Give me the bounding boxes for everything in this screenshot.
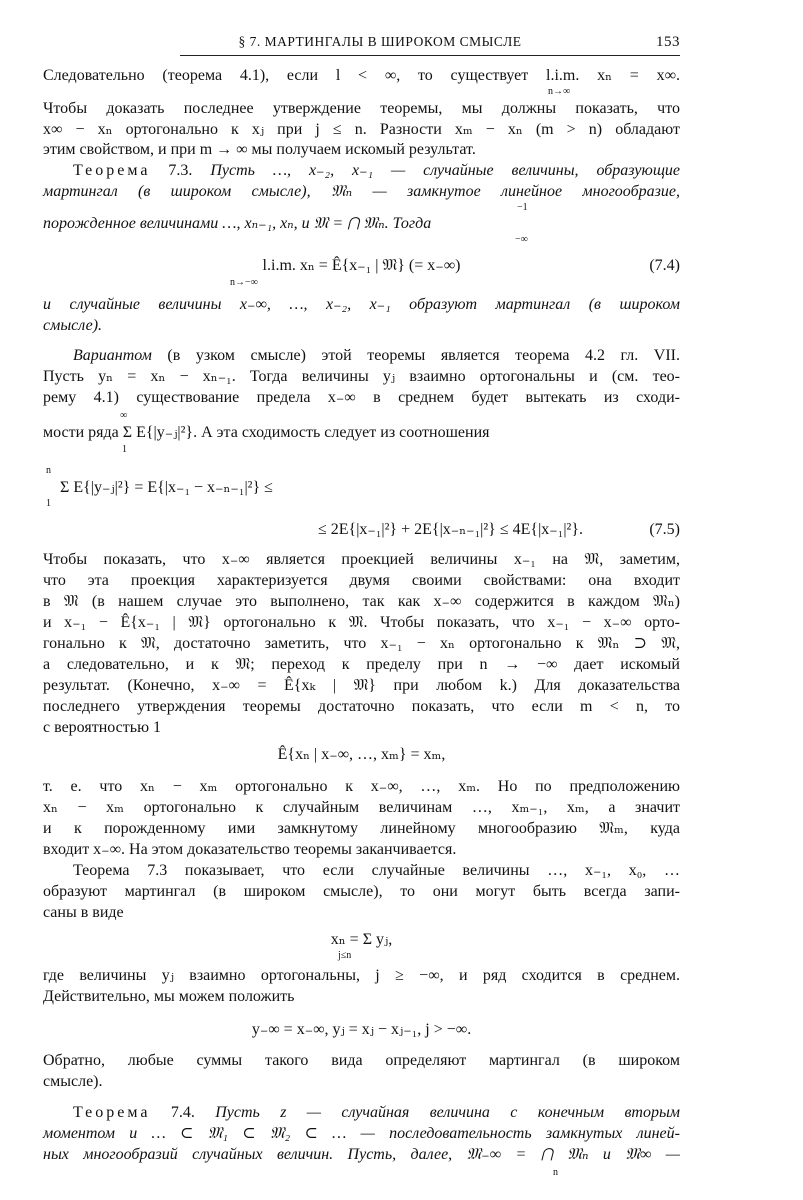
text-segment: и x₋₁ − Ê{x₋₁ | 𝔐} ортогонально к 𝔐. Чтобы показать, что x₋₁ − x₋∞ орто- [43, 614, 680, 631]
text-segment: что эта проекция характеризуется двумя своими свойствами: она входит [43, 572, 680, 589]
sum-upper-limit: n [46, 465, 51, 476]
text-segment: Σ E{|y₋ⱼ|²} = E{|x₋₁ − x₋ₙ₋₁|²} ≤ [60, 479, 273, 496]
text-line [43, 367, 680, 387]
text-segment: Следовательно (теорема 4.1), если l < ∞, то существует l.i.m. xₙ = x∞. [43, 67, 680, 84]
theorem-label: Теорема [73, 162, 151, 179]
text-segment: Ê{xₙ | x₋∞, …, xₘ} = xₘ, [277, 746, 446, 763]
text-line [43, 99, 680, 119]
text-line [43, 655, 680, 675]
text-line [43, 214, 680, 234]
text-line [43, 550, 680, 570]
text-line [43, 718, 680, 738]
text-line [43, 346, 680, 366]
text-segment: образуют мартингал (в широком смысле), то они могут быть всегда запи- [43, 883, 680, 900]
text-line [43, 930, 680, 950]
text-line [43, 882, 680, 902]
text-segment: и к порожденному ими замкнутому линейному многообразию 𝔐ₘ, куда [43, 820, 680, 837]
text-segment: xₙ = Σ yⱼ, [330, 931, 393, 948]
italic-text: моментом и … ⊂ 𝔐₁ ⊂ 𝔐₂ ⊂ … — последовательность замкнутых линей- [43, 1125, 680, 1142]
text-segment: 7.3. [150, 162, 211, 179]
text-line [43, 140, 680, 160]
text-line [43, 161, 680, 181]
text-line [43, 316, 680, 336]
text-line [43, 256, 680, 276]
text-line [43, 798, 680, 818]
text-segment: т. е. что xₙ − xₘ ортогонально к x₋∞, …, xₘ. Но по предположению [43, 778, 680, 795]
text-segment: l.i.m. xₙ = Ê{x₋₁ | 𝔐} (= x₋∞) [262, 257, 461, 274]
text-segment: ≤ 2E{|x₋₁|²} + 2E{|x₋ₙ₋₁|²} ≤ 4E{|x₋₁|²}. [317, 521, 583, 538]
text-line [43, 1145, 680, 1165]
text-line [43, 182, 680, 202]
text-line [43, 423, 680, 443]
text-segment: x∞ − xₙ ортогонально к xⱼ при j ≤ n. Разности xₘ − xₙ (m > n) обладают [43, 121, 680, 138]
italic-text: ных многообразий случайных величин. Пусть, далее, 𝔐₋∞ = ⋂ 𝔐ₙ и 𝔐∞ — [43, 1146, 680, 1163]
text-segment: Обратно, любые суммы такого вида определяют мартингал (в широком [43, 1052, 680, 1069]
text-line [43, 66, 680, 86]
italic-text: и случайные величины x₋∞, …, x₋₂, x₋₁ образуют мартингал (в широком [43, 296, 680, 313]
intersection-lower-limit: n [553, 1167, 558, 1178]
text-line [43, 819, 680, 839]
text-segment: рему 4.1) существование предела x₋∞ в среднем будет вытекать из сходи- [43, 389, 680, 406]
text-line [43, 861, 680, 881]
text-line [43, 1072, 680, 1092]
text-line [43, 966, 680, 986]
italic-text: порожденное величинами …, xₙ₋₁, xₙ, и 𝔐 = ⋂ 𝔐ₙ. Тогда [43, 215, 432, 232]
text-segment: где величины yⱼ взаимно ортогональны, j ≥ −∞, и ряд сходится в среднем. [43, 967, 680, 984]
text-segment: а следовательно, и к 𝔐; переход к пределу при n → −∞ дает искомый [43, 656, 680, 673]
text-segment: Действительно, мы можем положить [43, 988, 295, 1005]
text-line [43, 613, 680, 633]
text-line [43, 777, 680, 797]
text-line [43, 903, 680, 923]
italic-text: Пусть …, x₋₂, x₋₁ — случайные величины, образующие [210, 162, 680, 179]
text-segment: Чтобы доказать последнее утверждение теоремы, мы должны показать, что [43, 100, 680, 117]
sum-lower-limit: j≤n [338, 950, 352, 961]
text-segment: гонально к 𝔐, достаточно заметить, что x₋₁ − xₙ ортогонально к 𝔐ₙ ⊃ 𝔐, [43, 635, 680, 652]
italic-text: Пусть z — случайная величина с конечным вторым [215, 1104, 681, 1121]
italic-text: мартингал (в широком смысле), 𝔐ₙ — замкнутое линейное многообразие, [43, 183, 680, 200]
text-line [43, 634, 680, 654]
page-number: 153 [656, 34, 680, 50]
text-line [43, 295, 680, 315]
limit-subscript: n→∞ [548, 86, 571, 97]
header-rule [180, 55, 680, 56]
theorem-label: Теорема [73, 1104, 151, 1121]
text-segment: Чтобы показать, что x₋∞ является проекцией величины x₋₁ на 𝔐, заметим, [43, 551, 680, 568]
italic-text: смысле). [43, 317, 103, 334]
text-line [43, 1051, 680, 1071]
text-line [43, 120, 680, 140]
text-segment: мости ряда Σ E{|y₋ⱼ|²}. А эта сходимость следует из соотношения [43, 424, 490, 441]
sum-lower-limit: 1 [122, 444, 127, 455]
italic-text: Вариантом [73, 347, 152, 364]
text-line [43, 745, 680, 765]
equation-number-7-4: (7.4) [649, 257, 680, 274]
text-segment: входит x₋∞. На этом доказательство теоремы заканчивается. [43, 841, 457, 858]
intersection-lower-limit: −∞ [515, 234, 528, 245]
text-line [43, 1124, 680, 1144]
text-line [43, 1103, 680, 1123]
text-line [60, 478, 697, 498]
text-line [43, 987, 680, 1007]
text-segment: смысле). [43, 1073, 103, 1090]
text-line [43, 676, 680, 696]
text-line [43, 697, 680, 717]
equation-number-7-5: (7.5) [649, 521, 680, 538]
text-segment: Теорема 7.3 показывает, что если случайные величины …, x₋₁, x₀, … [73, 862, 680, 879]
running-header-title: § 7. МАРТИНГАЛЫ В ШИРОКОМ СМЫСЛЕ [238, 34, 522, 49]
text-line [43, 388, 680, 408]
text-segment: в 𝔐 (в нашем случае это выполнено, так как x₋∞ содержится в каждом 𝔐ₙ) [43, 593, 680, 610]
text-segment: результат. (Конечно, x₋∞ = Ê{xₖ | 𝔐} при любом k.) Для доказательства [43, 677, 680, 694]
text-segment: (в узком смысле) этой теоремы является теорема 4.2 гл. VII. [151, 347, 680, 364]
text-segment: с вероятностью 1 [43, 719, 162, 736]
text-segment: Пусть yₙ = xₙ − xₙ₋₁. Тогда величины yⱼ взаимно ортогональны и (см. тео- [43, 368, 680, 385]
text-segment: саны в виде [43, 904, 124, 921]
text-segment: 7.4. [150, 1104, 216, 1121]
intersection-upper-limit: −1 [517, 202, 528, 213]
text-segment: xₙ − xₘ ортогонально к случайным величинам …, xₘ₋₁, xₘ, а значит [43, 799, 680, 816]
limit-subscript: n→−∞ [230, 277, 258, 288]
text-segment: этим свойством, и при m → ∞ мы получаем искомый результат. [43, 141, 476, 158]
text-segment: y₋∞ = x₋∞, yⱼ = xⱼ − xⱼ₋₁, j > −∞. [251, 1021, 472, 1038]
text-line [43, 592, 680, 612]
sum-lower-limit: 1 [46, 498, 51, 509]
text-segment: последнего утверждения теоремы достаточно показать, что если m < n, то [43, 698, 680, 715]
text-line [43, 840, 680, 860]
text-line [43, 571, 680, 591]
text-line [43, 520, 583, 540]
text-line [43, 1020, 680, 1040]
sum-upper-limit: ∞ [120, 410, 128, 421]
